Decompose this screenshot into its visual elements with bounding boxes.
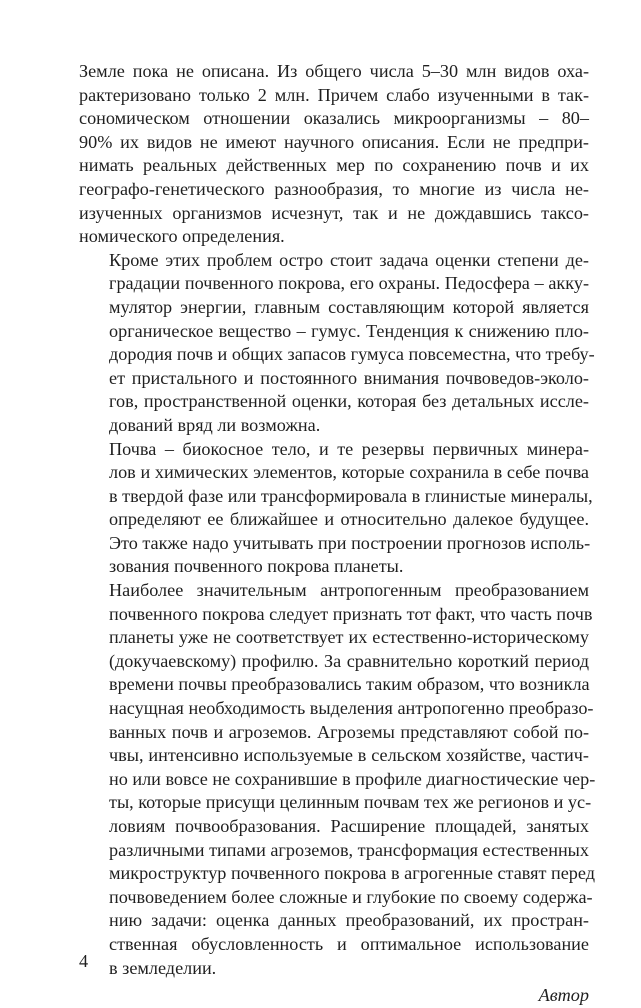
text-line: мулятор энергии, главным составляющим которой является — [109, 296, 589, 317]
text-line: Почва – биокосное тело, и те резервы первичных минера- — [109, 438, 589, 459]
paragraph — [79, 579, 596, 980]
text-line: ванных почв и агроземов. Агроземы представляют собой по- — [109, 721, 589, 742]
text-line: зования почвенного покрова планеты. — [109, 556, 404, 577]
text-line: насущная необходимость выделения антропогенно преобразо- — [109, 698, 594, 719]
text-line: но или вовсе не сохранившие в профиле диагностические чер- — [109, 768, 596, 789]
page-body — [79, 60, 596, 1008]
text-line: в твердой фазе или трансформировала в глинистые минералы, — [109, 485, 593, 506]
text-line: Наиболее значительным антропогенным преобразованием — [109, 580, 589, 601]
text-line: нию задачи: оценка данных преобразований, их простран- — [109, 910, 589, 931]
text-line: градации почвенного покрова, его охраны. Педосфера – акку- — [109, 273, 589, 294]
paragraph — [79, 438, 593, 580]
text-line: микроструктур почвенного покрова в агрогенные ставят перед — [109, 863, 595, 884]
text-line: ловиям почвообразования. Расширение площадей, занятых — [109, 816, 589, 836]
text-line: лов и химических элементов, которые сохранила в себе почва — [109, 462, 589, 483]
text-line: номического определения. — [79, 226, 285, 247]
page-number: 4 — [79, 951, 89, 971]
text-line: гов, пространственной оценки, которая без детальных иссле- — [109, 391, 589, 412]
text-line: ет пристального и постоянного внимания почвоведов-эколо- — [109, 367, 589, 388]
text-line: изученных организмов исчезнут, так и не дождавшись таксо- — [79, 202, 589, 223]
text-line: Это также надо учитывать при построении прогнозов исполь- — [109, 532, 591, 553]
text-line: планеты уже не соответствует их естественно-историческому — [109, 627, 589, 648]
text-line: определяют ее ближайшее и относительно далекое будущее. — [109, 509, 589, 530]
text-line: ты, которые присущи целинным почвам тех же регионов и ус- — [109, 792, 592, 813]
text-line: дородия почв и общих запасов гумуса повсеместна, что требу- — [109, 344, 595, 365]
text-line: (докучаевскому) профилю. За сравнительно короткий период — [109, 650, 589, 671]
text-line: почвоведением более сложные и глубокие по своему содержа- — [109, 886, 593, 907]
text-line: Кроме этих проблем остро стоит задача оценки степени де- — [109, 249, 589, 270]
text-column — [79, 60, 596, 980]
text-line: различными типами агроземов, трансформация естественных — [109, 839, 589, 860]
text-line: времени почвы преобразовались таким образом, что возникла — [109, 674, 590, 695]
text-line: ственная обусловленность и оптимальное использование — [109, 933, 589, 954]
text-line: Земле пока не описана. Из общего числа 5–30 млн видов оха- — [79, 61, 589, 81]
text-line: дований вряд ли возможна. — [109, 414, 321, 435]
author-signature: Автор — [538, 985, 589, 1006]
text-line: рактеризовано только 2 млн. Причем слабо изученными в так- — [79, 84, 589, 105]
text-line: почвенного покрова следует признать тот факт, что часть почв — [109, 603, 593, 624]
text-line: в земледелии. — [109, 957, 217, 978]
text-line: органическое вещество – гумус. Тенденция к снижению пло- — [109, 320, 589, 341]
text-line: 90% их видов не имеют научного описания. Если не предпри- — [79, 131, 589, 152]
text-line: сономическом отношении оказались микроорганизмы – 80– — [79, 108, 589, 129]
text-line: нимать реальных действенных мер по сохранению почв и их — [79, 155, 589, 176]
text-line: географо-генетического разнообразия, то многие из числа не- — [79, 178, 589, 199]
paragraph — [79, 249, 595, 438]
text-line: чвы, интенсивно используемые в сельском хозяйстве, частич- — [109, 745, 589, 766]
paragraph — [79, 60, 589, 249]
